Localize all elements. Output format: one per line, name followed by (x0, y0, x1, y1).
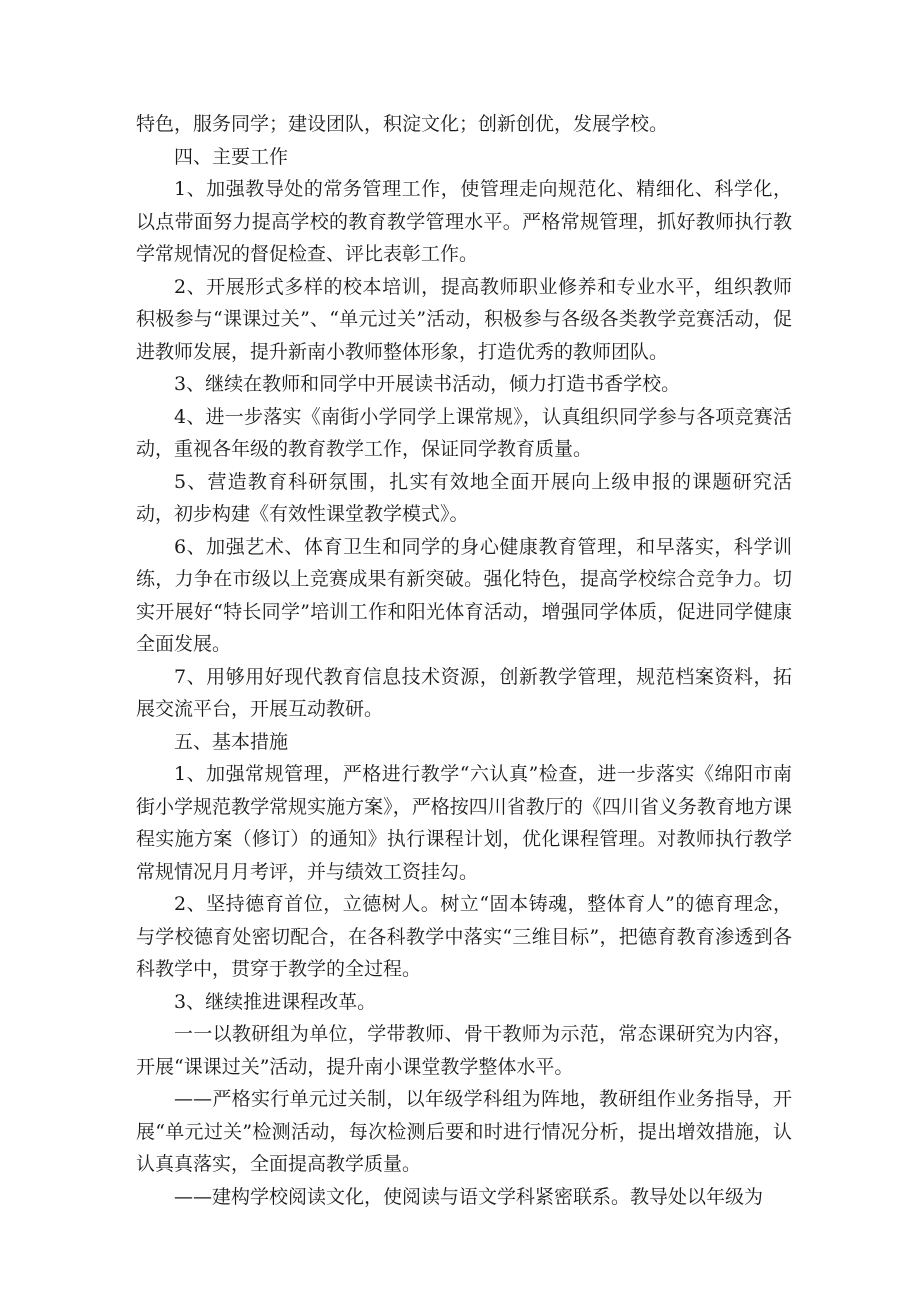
paragraph-work-4: 4、进一步落实《南街小学同学上课常规》，认真组织同学参与各项竞赛活动，重视各年级的教育教学工作，保证同学教育质量。 (136, 405, 792, 460)
paragraph-measure-3: 3、继续推进课程改革。 (174, 990, 377, 1013)
paragraph-continuation: 特色，服务同学；建设团队，积淀文化；创新创优，发展学校。 (136, 113, 669, 135)
paragraph-measure-3-item-1: 一一以教研组为单位，学带教师、骨干教师为示范，常态课研究为内容，开展“课课过关”活动，提升南小课堂教学整体水平。 (136, 1023, 792, 1078)
paragraph-work-2: 2、开展形式多样的校本培训，提高教师职业修养和专业水平，组织教师积极参与“课课过关”、“单元过关”活动，积极参与各级各类教学竞赛活动，促进教师发展，提升新南小教师整体形象，打造优秀的教师团队。 (136, 275, 792, 363)
paragraph-work-1: 1、加强教导处的常务管理工作，使管理走向规范化、精细化、科学化，以点带面努力提高学校的教育教学管理水平。严格常规管理，抓好教师执行教学常规情况的督促检查、评比表彰工作。 (136, 178, 792, 265)
paragraph-work-7: 7、用够用好现代教育信息技术资源，创新教学管理，规范档案资料，拓展交流平台，开展互动教研。 (136, 665, 792, 720)
paragraph-work-5: 5、营造教育科研氛围，扎实有效地全面开展向上级申报的课题研究活动，初步构建《有效性课堂教学模式》。 (136, 470, 792, 525)
paragraph-measure-2: 2、坚持德育首位，立德树人。树立“固本铸魂，整体育人”的德育理念，与学校德育处密切配合，在各科教学中落实“三维目标”，把德育教育渗透到各科教学中，贯穿于教学的全过程。 (136, 893, 792, 980)
paragraph-work-6: 6、加强艺术、体育卫生和同学的身心健康教育管理，和早落实，科学训练，力争在市级以上竞赛成果有新突破。强化特色，提高学校综合竞争力。切实开展好“特长同学”培训工作和阳光体育活动，增强同学体质，促进同学健康全面发展。 (136, 535, 792, 655)
paragraph-measure-3-item-3: ——建构学校阅读文化，使阅读与语文学科紧密联系。教导处以年级为 (174, 1185, 764, 1208)
paragraph-work-3: 3、继续在教师和同学中开展读书活动，倾力打造书香学校。 (174, 373, 681, 395)
section-heading-main-work: 四、主要工作 (174, 145, 289, 168)
paragraph-measure-3-item-2: ——严格实行单元过关制，以年级学科组为阵地，教研组作业务指导，开展“单元过关”检测活动，每次检测后要和时进行情况分析，提出增效措施，认认真真落实，全面提高教学质量。 (136, 1088, 792, 1175)
paragraph-measure-1: 1、加强常规管理，严格进行教学“六认真”检查，进一步落实《绵阳市南街小学规范教学常规实施方案》，严格按四川省教厅的《四川省义务教育地方课程实施方案（修订）的通知》执行课程计划，优化课程管理。对教师执行教学常规情况月月考评，并与绩效工资挂勾。 (136, 763, 792, 883)
section-heading-basic-measures: 五、基本措施 (174, 730, 289, 753)
document-body (136, 108, 792, 1213)
